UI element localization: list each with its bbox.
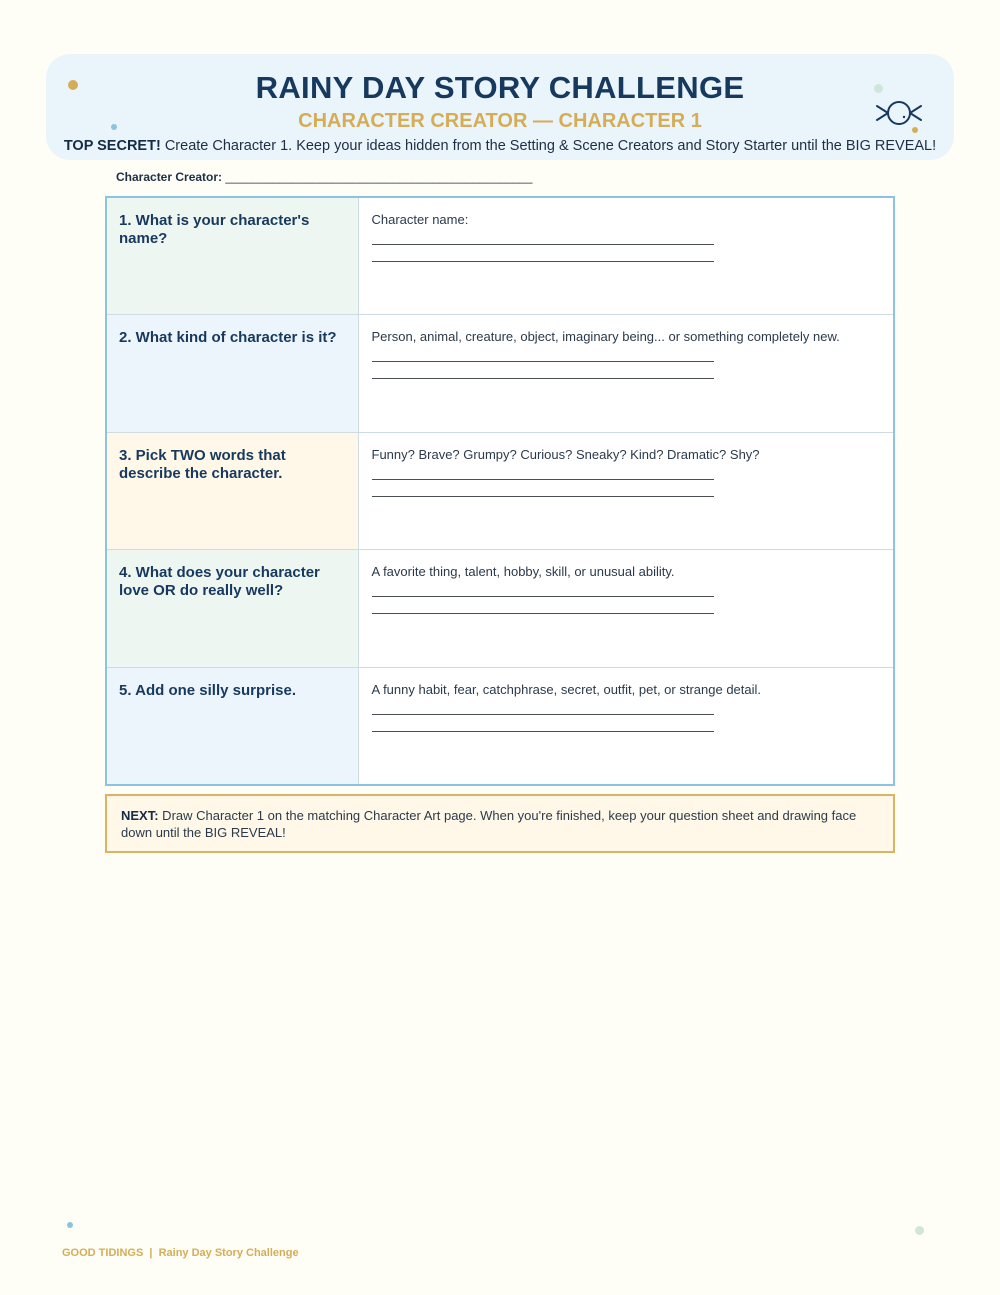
secret-text: Create Character 1. Keep your ideas hidden from the Setting & Scene Creators and Story Starter until the BIG REVEAL! [160, 138, 937, 154]
answer-area[interactable] [358, 432, 894, 550]
creator-name-line[interactable]: ______________________________________________ [222, 170, 533, 184]
answer-line[interactable] [372, 228, 714, 245]
answer-line[interactable] [372, 345, 714, 362]
answer-line[interactable] [372, 597, 714, 614]
question-text: 2. What kind of character is it? [106, 315, 358, 433]
header-banner [46, 54, 954, 160]
answer-area[interactable] [358, 667, 894, 785]
answer-line[interactable] [372, 245, 714, 262]
green-dot-decoration-footer [915, 1226, 924, 1235]
secret-label: TOP SECRET! [63, 138, 161, 154]
answer-hint: Character name: [371, 212, 469, 227]
answer-hint: A funny habit, fear, catchphrase, secret, outfit, pet, or strange detail. [371, 681, 762, 697]
question-row [106, 550, 894, 668]
answer-line[interactable] [372, 463, 714, 480]
question-table [105, 196, 895, 786]
answer-line[interactable] [372, 580, 714, 597]
footer-separator: | [143, 1247, 159, 1259]
next-text: Draw Character 1 on the matching Character Art page. When you're finished, keep your question sheet and drawing face down until the BIG REVEAL! [121, 808, 857, 840]
footer-brand: GOOD TIDINGS [62, 1247, 144, 1259]
next-instructions-box [105, 794, 895, 853]
question-text: 1. What is your character's name? [106, 197, 358, 315]
answer-line[interactable] [372, 480, 714, 497]
answer-area[interactable] [358, 550, 894, 668]
footer-title: Rainy Day Story Challenge [158, 1247, 299, 1259]
answer-line[interactable] [372, 715, 714, 732]
page-subtitle: CHARACTER CREATOR — CHARACTER 1 [298, 110, 702, 132]
secret-instructions [46, 138, 954, 154]
question-text: 3. Pick TWO words that describe the character. [106, 432, 358, 550]
creator-label: Character Creator: [116, 170, 223, 184]
page-title: RAINY DAY STORY CHALLENGE [255, 70, 745, 105]
question-row [106, 432, 894, 550]
answer-line[interactable] [372, 698, 714, 715]
question-text: 5. Add one silly surprise. [106, 667, 358, 785]
footer [62, 1247, 299, 1259]
question-row [106, 197, 894, 315]
answer-line[interactable] [372, 362, 714, 379]
answer-hint: A favorite thing, talent, hobby, skill, or unusual ability. [371, 564, 675, 580]
answer-hint: Funny? Brave? Grumpy? Curious? Sneaky? Kind? Dramatic? Shy? [371, 446, 760, 462]
question-row [106, 667, 894, 785]
candy-icon [874, 98, 924, 128]
next-label: NEXT: [121, 808, 159, 823]
answer-area[interactable] [358, 197, 894, 315]
character-creator-field [116, 170, 532, 184]
answer-hint: Person, animal, creature, object, imaginary being... or something completely new. [371, 329, 840, 345]
blue-dot-decoration-footer [67, 1222, 73, 1228]
question-text: 4. What does your character love OR do really well? [106, 550, 358, 668]
answer-area[interactable] [358, 315, 894, 433]
question-row [106, 315, 894, 433]
